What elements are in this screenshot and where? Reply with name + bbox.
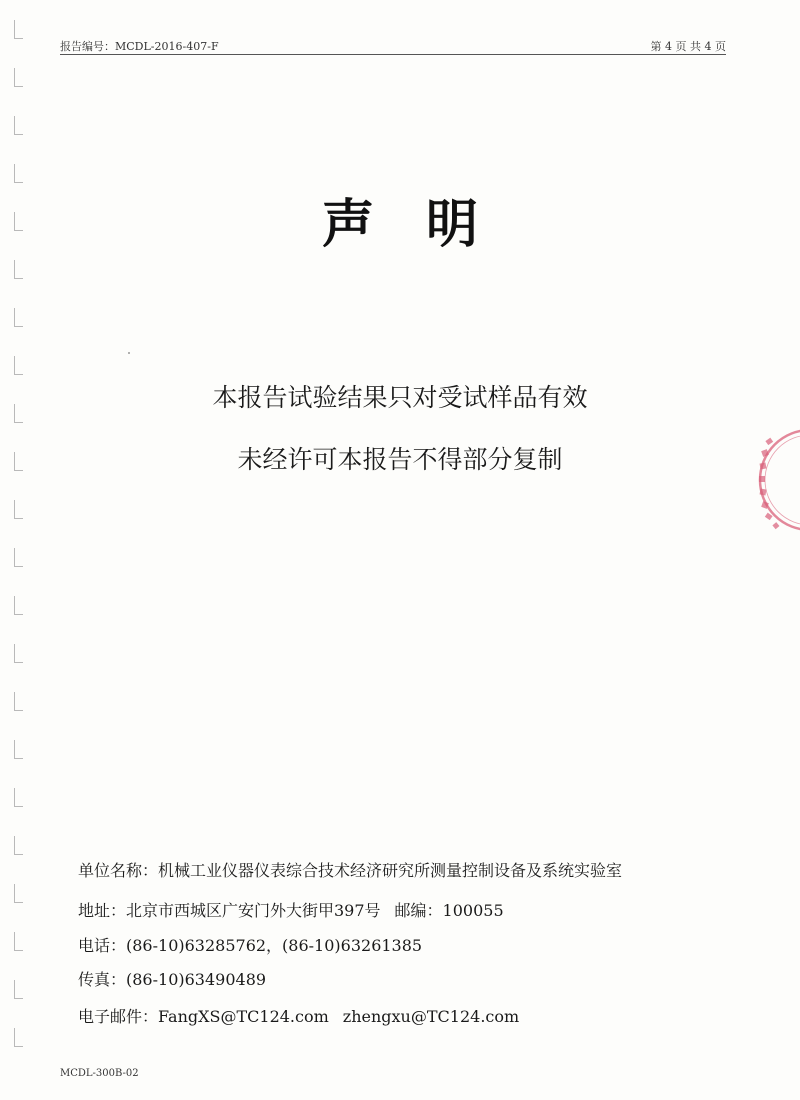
page-info: 第 4 页 共 4 页 [650, 40, 726, 53]
header-divider [60, 54, 726, 55]
report-number: 报告编号：MCDL-2016-407-F [60, 40, 219, 53]
page-title: 声明 [321, 195, 530, 255]
phone: 电话：(86-10)63285762，(86-10)63261385 [78, 936, 423, 955]
official-seal-icon [752, 425, 800, 535]
email-line [78, 1004, 519, 1027]
statement-validity: 本报告试验结果只对受试样品有效 [212, 383, 588, 412]
postcode: 邮编：100055 [394, 901, 504, 920]
unit-name: 单位名称：机械工业仪器仪表综合技术经济研究所测量控制设备及系统实验室 [78, 861, 623, 880]
email-label: 电子邮件： [78, 1007, 159, 1026]
scan-speck [128, 352, 130, 354]
fax: 传真：(86-10)63490489 [78, 970, 267, 989]
form-code: MCDL-300B-02 [60, 1068, 139, 1079]
binding-marks [14, 20, 28, 1060]
page-header [60, 38, 726, 52]
email-2[interactable]: zhengxu@TC124.com [342, 1007, 520, 1026]
statement-copy-restriction: 未经许可本报告不得部分复制 [237, 445, 563, 474]
address-line [78, 898, 504, 921]
address: 地址：北京市西城区广安门外大街甲397号 [78, 901, 381, 920]
email-1[interactable]: FangXS@TC124.com [158, 1007, 329, 1026]
